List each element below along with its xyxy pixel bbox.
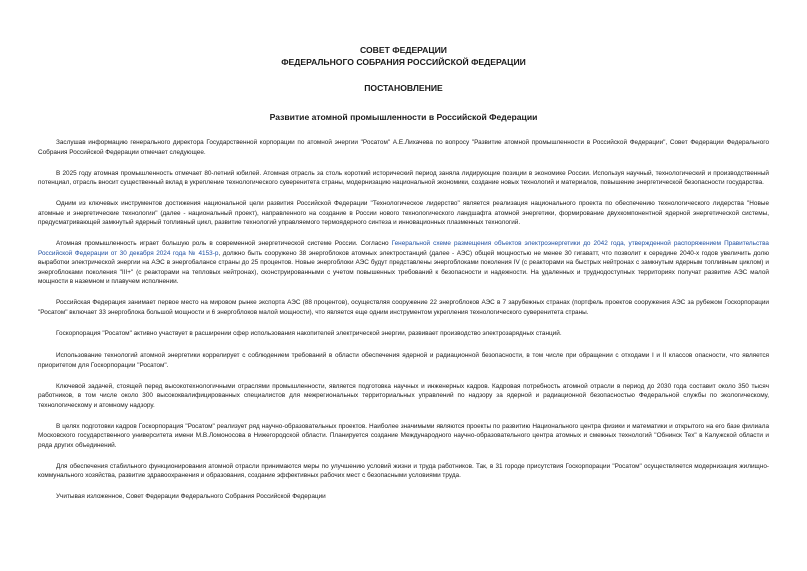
paragraph-5: Российская Федерация занимает первое место на мировом рынке экспорта АЭС (88 процентов), осуществляя сооружение 22 энергоблоков АЭС в 7 зарубежных странах (портфель проектов сооружения АЭС за рубежом Госкорпорации "Росатом" включает 33 энергоблока большой мощности и 6 энергоблоков малой мощности), что является еще одним инструментом укрепления технологического суверенитета страны. <box>38 299 769 316</box>
paragraph-6: Госкорпорация "Росатом" активно участвует в расширении сфер использования накопителей электрической энергии, развивает производство электрозарядных станций. <box>56 329 562 337</box>
paragraph-4-start: Атомная промышленность играет большую роль в современной энергетической системе России. Согласно <box>56 240 392 247</box>
paragraph-10: Для обеспечения стабильного функционирования атомной отрасли принимаются меры по улучшению условий жизни и труда работников. Так, в 31 городе присутствия Госкорпорации "Росатом" осуществляется модернизация жилищно-коммунального хозяйства, развитие здравоохранения и образования, создание эффективных рабочих мест с безопасными условиями труда. <box>38 462 769 479</box>
paragraph-1: Заслушав информацию генерального директора Государственной корпорации по атомной энергии "Росатом" А.Е.Лихачева по вопросу "Развитие атомной промышленности в Российской Федерации", Совет Федерации Федерального Собрания Российской Федерации отмечает следующее. <box>38 139 769 156</box>
paragraph-4 <box>38 239 769 287</box>
document-title: Развитие атомной промышленности в Российской Федерации <box>269 112 538 122</box>
org-name-line1: СОВЕТ ФЕДЕРАЦИИ <box>360 45 447 55</box>
paragraph-9: В целях подготовки кадров Госкорпорация "Росатом" реализует ряд научно-образовательных проектов. Наиболее значимыми являются проекты по развитию Национального центра физики и математики и открытого на его базе филиала Московского государственного университета имени М.В.Ломоносова в Нижегородской области. Планируется создание Международного научно-образовательного центра атомных и смежных технологий "Обнинск Тех" в Калужской области и ряда других объединений. <box>38 422 769 449</box>
paragraph-3: Одним из ключевых инструментов достижения национальной цели развития Российской Федерации "Технологическое лидерство" является реализация национального проекта по обеспечению технологического лидерства "Новые атомные и энергетические технологии" (далее - национальный проект), направленного на создание в России нового технологического ландшафта атомной энергетики, формирование двухкомпонентной ядерной энергетической системы, предусматривающей замкнутый ядерный топливный цикл, развитие технологий управляемого термоядерного синтеза и инновационных плазменных технологий. <box>38 200 769 226</box>
org-name-line2: ФЕДЕРАЛЬНОГО СОБРАНИЯ РОССИЙСКОЙ ФЕДЕРАЦИИ <box>281 57 526 67</box>
document-type: ПОСТАНОВЛЕНИЕ <box>364 83 443 93</box>
paragraph-7: Использование технологий атомной энергетики коррелирует с соблюдением требований в области обеспечения ядерной и радиационной безопасности, в том числе при обращении с отходами I и II классов опасности, что является приоритетом для Госкорпорации "Росатом". <box>38 352 769 369</box>
document-header <box>38 44 769 68</box>
paragraph-11: Учитывая изложенное, Совет Федерации Федерального Собрания Российской Федерации <box>56 493 326 500</box>
paragraph-2: В 2025 году атомная промышленность отмечает 80-летний юбилей. Атомная отрасль за столь короткий исторический период заняла лидирующие позиции в экономике России. Используя научный, технологический и производственный потенциал, отрасль вносит существенный вклад в укрепление технологического суверенитета страны, модернизацию национальной экономики, создание новых технологий и материалов, повышение энергетической безопасности государства. <box>38 169 769 186</box>
general-scheme-link[interactable]: Генеральной схеме размещения объектов электроэнергетики до 2042 года, утвержденной распоряжением Правительства Российской Федерации от 30 декабря 2024 года № 4153-р <box>38 240 769 257</box>
paragraph-4-end: , должно быть сооружено 38 энергоблоков атомных электростанций (далее - АЭС) общей мощностью не менее 30 гигаватт, что позволит к середине 2040-х годов увеличить долю выработки электрической энергии на АЭС в энергобалансе страны до 25 процентов. Новые энергоблоки АЭС будут представлены энергоблоками поколения IV (с реакторами на быстрых нейтронах с замкнутым ядерным топливным циклом) и энергоблоками поколения "III+" (с реакторами на тепловых нейтронах), сконструированными с учетом повышенных требований к безопасности и надежности. На удаленных и труднодоступных территориях получат развитие АЭС малой мощности в наземном и плавучем исполнении. <box>38 249 769 285</box>
paragraph-8: Ключевой задачей, стоящей перед высокотехнологичными отраслями промышленности, является подготовка научных и инженерных кадров. Кадровая потребность атомной отрасли в период до 2030 года составит около 350 тысяч работников, в том числе около 300 высококвалифицированных специалистов для межрегиональных территориальных управлений по надзору за ядерной и радиационной безопасностью Федеральной службы по экологическому, технологическому и атомному надзору. <box>38 382 769 409</box>
